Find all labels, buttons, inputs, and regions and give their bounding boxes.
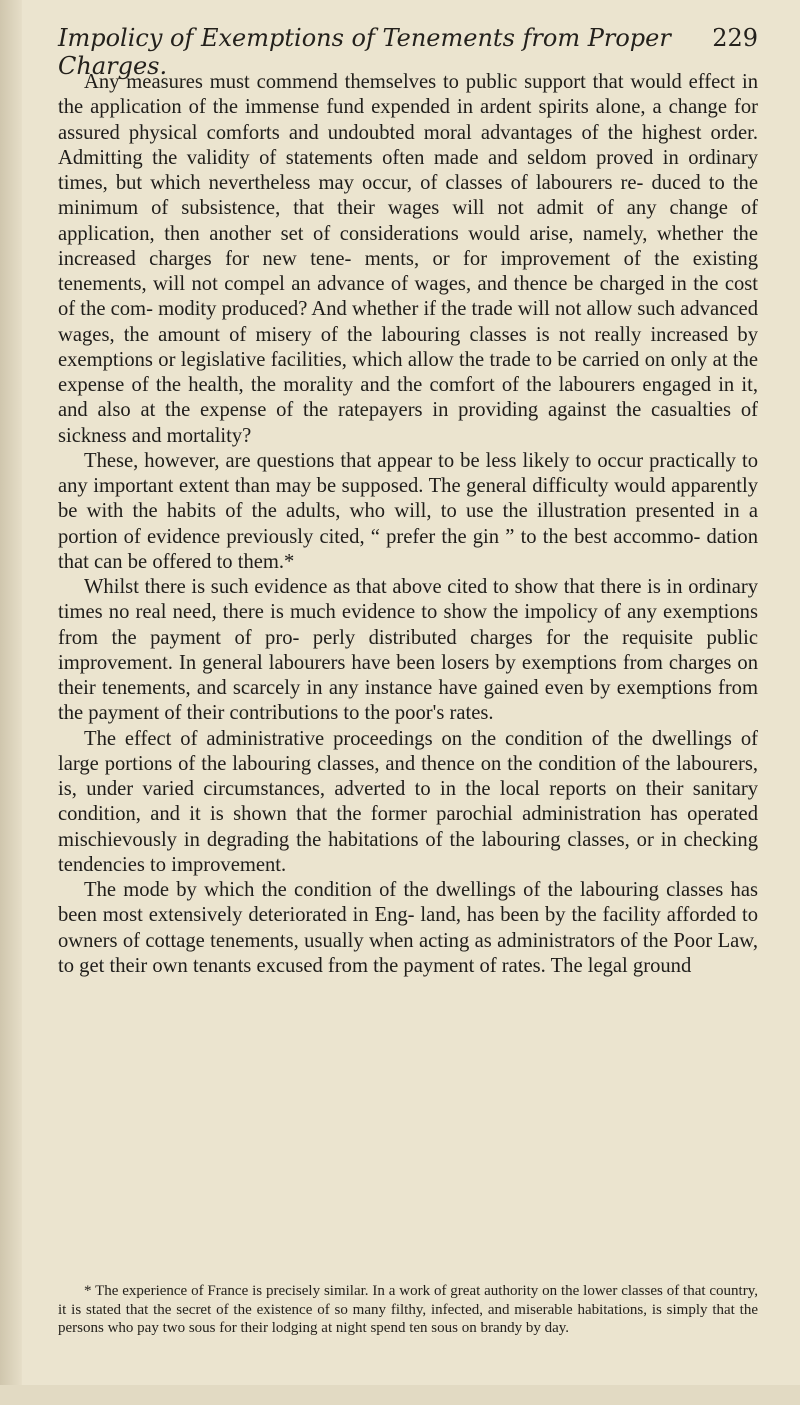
page-number: 229	[712, 24, 758, 52]
body-text	[58, 70, 758, 979]
paragraph: The mode by which the condition of the dwellings of the labouring classes has been most extensively deteriorated in Eng- land, has been by the facility afforded to owners of cottage tenements, usually when acting as administrators of the Poor Law, to get their own tenants excused from the payment of rates. The legal ground	[58, 879, 758, 977]
footnote	[58, 1282, 758, 1338]
paragraph: Any measures must commend themselves to public support that would effect in the application of the immense fund expended in ardent spirits alone, a change for assured physical comforts and undoubted moral advantages of the highest order. Admitting the validity of statements often made and seldom proved in ordinary times, but which nevertheless may occur, of classes of labourers re- duced to the minimum of subsistence, that their wages will not admit of any change of application, then another set of considerations would arise, namely, whether the increased charges for new tene- ments, or for improvement of the existing tenements, will not compel an advance of wages, and thence be charged in the cost of the com- modity produced? And whether if the trade will not allow such advanced wages, the amount of misery of the labouring classes is not really increased by exemptions or legislative facilities, which allow the trade to be carried on only at the expense of the health, the morality and the comfort of the labourers engaged in it, and also at the expense of the ratepayers in providing against the casualties of sickness and mortality?	[58, 71, 758, 447]
running-title: Impolicy of Exemptions of Tenements from Proper Charges.	[58, 24, 671, 80]
paragraph: These, however, are questions that appear to be less likely to occur practically to any important extent than may be supposed. The general difficulty would apparently be with the habits of the adults, who will, to use the illustration presented in a portion of evidence previously cited, “ prefer the gin ” to the best accommo- dation that can be offered to them.*	[58, 449, 758, 573]
footnote-text: * The experience of France is precisely similar. In a work of great authority on the lower classes of that country, it is stated that the secret of the existence of so many filthy, infected, and miserable habitations, is simply that the persons who pay two sous for their lodging at night spend ten sous on brandy by day.	[58, 1283, 758, 1336]
paragraph: Whilst there is such evidence as that above cited to show that there is in ordinary times no real need, there is much evidence to show the impolicy of any exemptions from the payment of pro- perly distributed charges for the requisite public improvement. In general labourers have been losers by exemptions from charges on their tenements, and scarcely in any instance have gained even by exemptions from the payment of their contributions to the poor's rates.	[58, 576, 758, 725]
page-gutter-shadow	[0, 0, 22, 1405]
paragraph: The effect of administrative proceedings on the condition of the dwellings of large portions of the labouring classes, and thence on the condition of the labourers, is, under varied circumstances, adverted to in the local reports on their sanitary condition, and it is shown that the former parochial administration has operated mischievously in degrading the habitations of the labouring classes, or in checking tendencies to improvement.	[58, 727, 758, 876]
page-bottom-edge	[0, 1385, 800, 1405]
